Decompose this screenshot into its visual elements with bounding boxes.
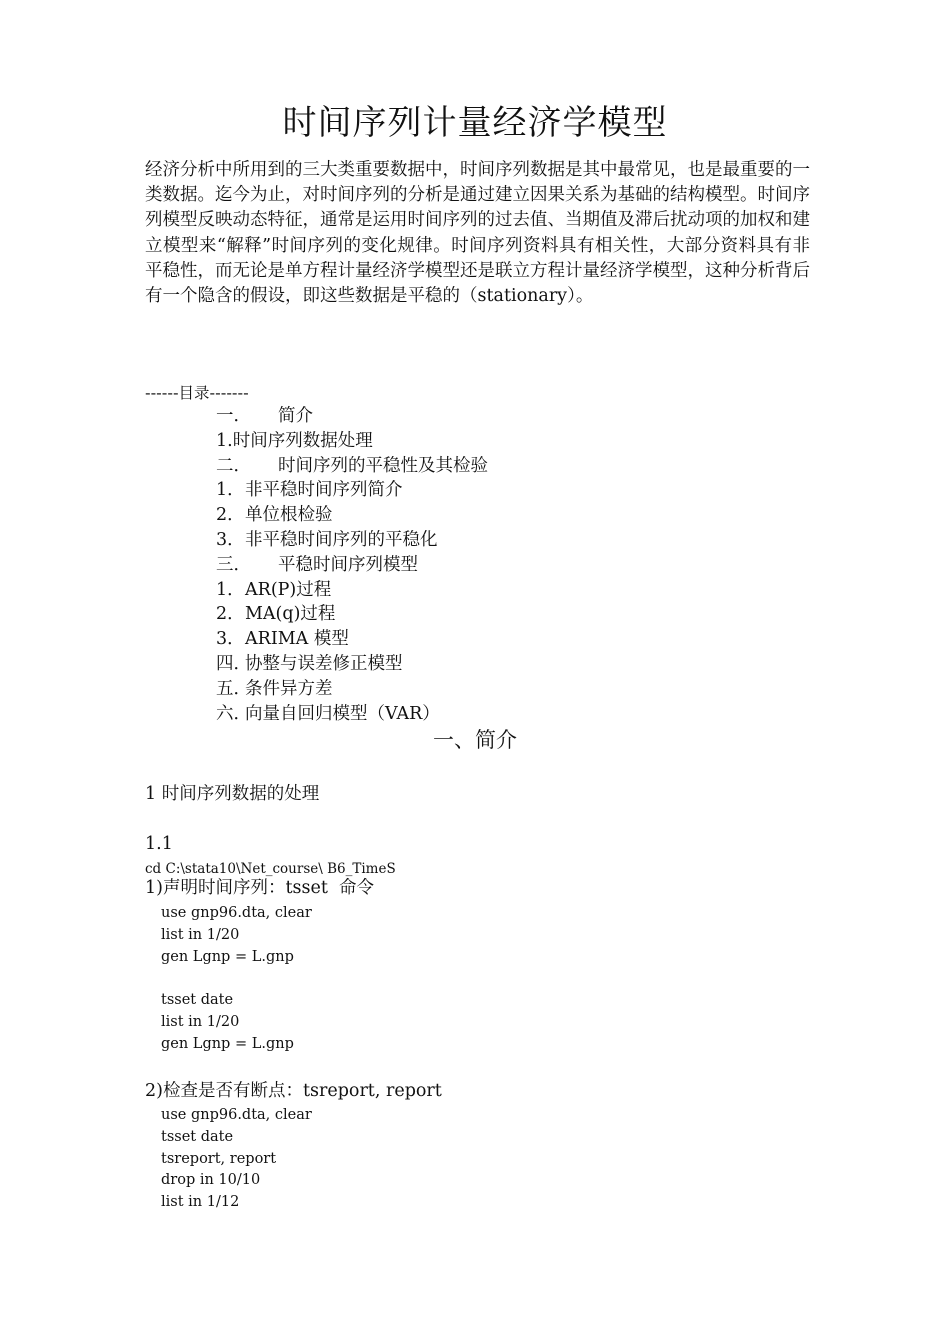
toc-item-text: ARIMA 模型 <box>245 629 349 650</box>
code-line: tsset date <box>161 1128 234 1145</box>
toc-item <box>216 454 488 479</box>
toc-item <box>216 503 488 528</box>
toc-item-number: 2． <box>216 604 245 625</box>
toc-item <box>216 429 488 454</box>
step2-label: 2)检查是否有断点： <box>145 1081 303 1101</box>
toc-heading: ------目录------- <box>145 384 249 402</box>
toc-item-text: 平稳时间序列模型 <box>278 554 418 575</box>
step2-heading <box>145 1079 442 1103</box>
subsection-number: 1.1 <box>145 834 173 854</box>
toc-item-number: 二． <box>216 455 251 476</box>
toc-item-number: 1． <box>216 579 245 600</box>
toc-item-number: 2． <box>216 505 245 526</box>
toc-item <box>216 528 488 553</box>
code-line: gen Lgnp = L.gnp <box>161 1035 294 1052</box>
toc-item-text: AR(P)过程 <box>245 579 332 600</box>
section-heading: 一、简介 <box>433 728 517 752</box>
toc-item <box>216 627 488 652</box>
toc-item-text: 单位根检验 <box>245 505 333 526</box>
toc-item <box>216 677 488 702</box>
code-line: tsset date <box>161 992 234 1009</box>
toc-item-text: 时间序列的平稳性及其检验 <box>278 455 488 476</box>
toc-item <box>216 652 488 677</box>
toc-item-number: 四． <box>216 653 251 674</box>
toc-item-number: 3． <box>216 529 245 550</box>
toc-item-text: MA(q)过程 <box>245 604 336 625</box>
toc-item <box>216 553 488 578</box>
code-line: list in 1/20 <box>161 926 240 943</box>
toc-item-text: 条件异方差 <box>245 678 333 699</box>
code-line: tsreport, report <box>161 1150 277 1167</box>
toc-item-text: 向量自回归模型（VAR） <box>245 703 440 724</box>
toc-item-number: 1． <box>216 480 245 501</box>
toc-item-number: 五． <box>216 678 251 699</box>
toc-item-number: 六． <box>216 703 251 724</box>
toc-item-text: 协整与误差修正模型 <box>245 653 403 674</box>
intro-paragraph: 经济分析中所用到的三大类重要数据中，时间序列数据是其中最常见，也是最重要的一类数据。迄今为止，对时间序列的分析是通过建立因果关系为基础的结构模型。时间序列模型反映动态特征，通常是运用时间序列的过去值、当期值及滞后扰动项的加权和建立模型来“解释”时间序列的变化规律。时间序列资料具有相关性，大部分资料具有非平稳性，而无论是单方程计量经济学模型还是联立方程计量经济学模型，这种分析背后有一个隐含的假设，即这些数据是平稳的（stationary）。 <box>145 160 810 307</box>
toc-item-text: 简介 <box>278 406 313 426</box>
code-line: list in 1/12 <box>161 1194 240 1211</box>
sub-heading: 1 时间序列数据的处理 <box>145 784 320 804</box>
toc-item-text: 非平稳时间序列简介 <box>245 480 403 501</box>
toc-item <box>216 578 488 603</box>
code-line: use gnp96.dta, clear <box>161 1107 312 1123</box>
toc-item <box>216 478 488 503</box>
toc-item <box>216 404 488 429</box>
step2-command: tsreport, report <box>302 1081 442 1101</box>
toc-item <box>216 602 488 627</box>
toc-item-number: 3． <box>216 629 245 650</box>
toc-item <box>216 702 488 727</box>
toc-item-text: 1.时间序列数据处理 <box>216 430 373 451</box>
code-line: list in 1/20 <box>161 1013 240 1030</box>
code-line: drop in 10/10 <box>161 1172 261 1189</box>
toc-item-number: 三． <box>216 554 251 575</box>
toc-item-text: 非平稳时间序列的平稳化 <box>245 529 438 550</box>
step1-code-block <box>161 903 312 1056</box>
table-of-contents <box>216 404 488 726</box>
toc-item-number: 一． <box>216 406 251 426</box>
code-line <box>161 968 312 990</box>
step1-label: 1)声明时间序列： <box>145 878 286 898</box>
code-line: use gnp96.dta, clear <box>161 905 312 921</box>
step2-code-block <box>161 1105 312 1214</box>
document-title: 时间序列计量经济学模型 <box>282 103 668 143</box>
cd-command-line: cd C:\stata10\Net_course\ B6_TimeS <box>145 861 396 877</box>
step1-command: tsset 命令 <box>285 878 374 898</box>
code-line: gen Lgnp = L.gnp <box>161 948 294 965</box>
step1-heading <box>145 876 374 900</box>
